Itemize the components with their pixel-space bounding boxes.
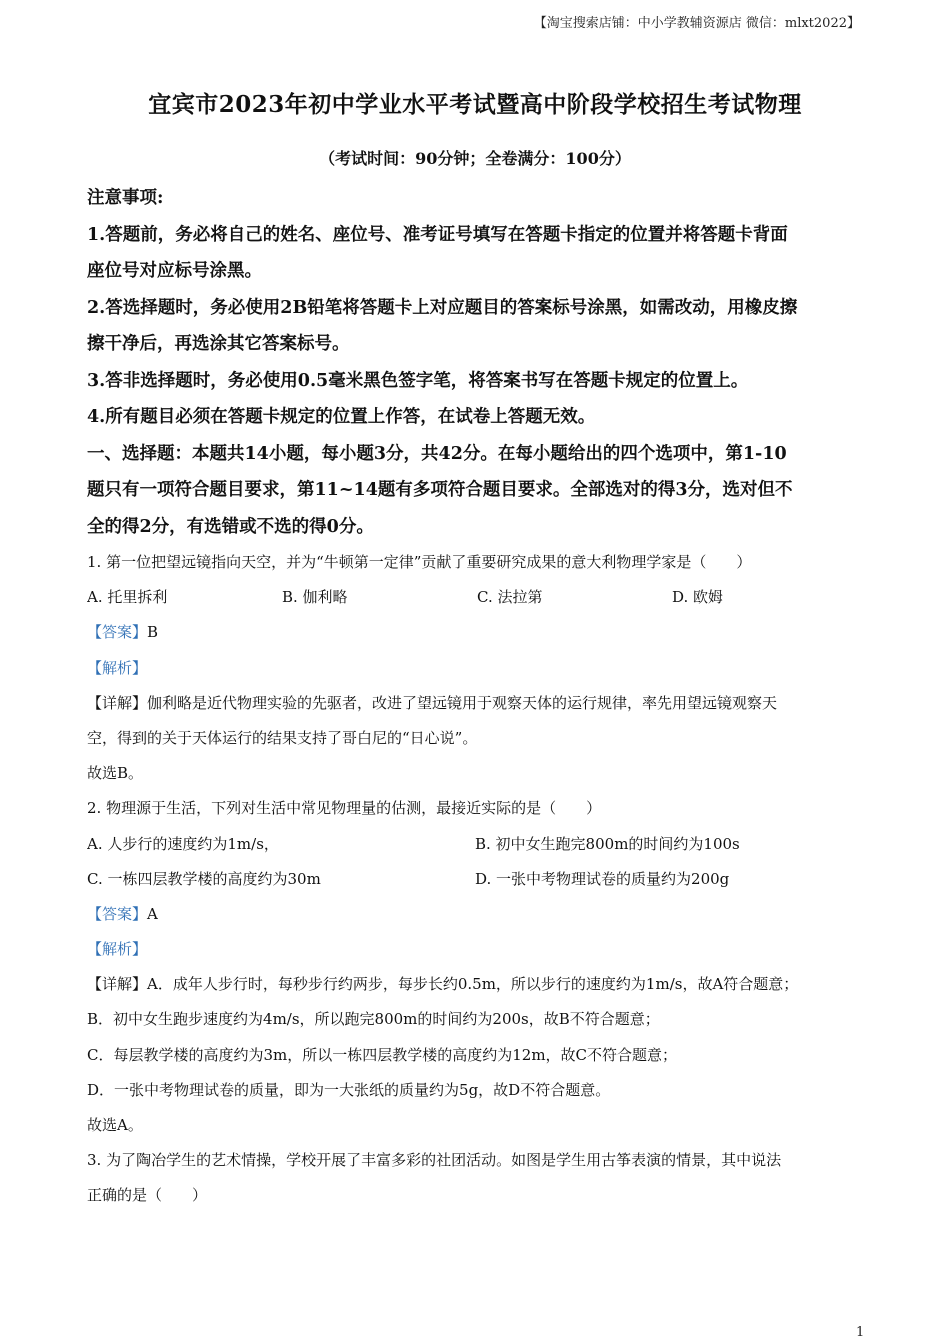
shop-header: 【淘宝搜索店铺：中小学教辅资源店 微信：mlxt2022】 <box>533 16 860 31</box>
q2-detail-b: B．初中女生跑步速度约为4m/s，所以跑完800m的时间约为200s，故B不符合题意； <box>87 1010 660 1029</box>
answer-tag: 【答案】 <box>87 623 148 642</box>
note-4: 4.所有题目必须在答题卡规定的位置上作答，在试卷上答题无效。 <box>87 407 596 427</box>
note-1-line-2: 座位号对应标号涂黑。 <box>87 261 262 281</box>
q2-option-b: B. 初中女生跑完800m的时间约为100s <box>475 834 740 853</box>
q3-stem-line-2: 正确的是（ ） <box>87 1186 208 1205</box>
q1-detail-line-1 <box>87 686 877 721</box>
page-number: 1 <box>856 1325 865 1340</box>
q2-conclusion: 故选A。 <box>87 1116 143 1134</box>
section-1-line-3: 全的得2分，有选错或不选的得0分。 <box>87 516 374 537</box>
q2-option-c: C. 一栋四层教学楼的高度约为30m <box>87 869 321 888</box>
q3-stem-line-1: 3. 为了陶冶学生的艺术情操，学校开展了丰富多彩的社团活动。如图是学生用古筝表演的情景，其中说法 <box>87 1151 782 1170</box>
section-1-line-1: 一、选择题：本题共14小题，每小题3分，共42分。在每小题给出的四个选项中，第1-10 <box>87 443 787 464</box>
q1-analysis-tag: 【解析】 <box>87 658 148 677</box>
q1-conclusion: 故选B。 <box>87 764 144 783</box>
q2-detail-a <box>87 967 877 1002</box>
notes-heading: 注意事项: <box>87 188 164 208</box>
q2-option-a: A. 人步行的速度约为1m/s， <box>87 834 279 853</box>
document-body <box>87 180 877 1214</box>
section-1-line-2: 题只有一项符合题目要求，第11~14题有多项符合题目要求。全部选对的得3分，选对但不 <box>87 480 793 500</box>
q1-option-c: C. 法拉第 <box>477 588 543 607</box>
q2-options-row-1 <box>87 827 877 862</box>
note-2-line-1: 2.答选择题时，务必使用2B铅笔将答题卡上对应题目的答案标号涂黑，如需改动，用橡皮擦 <box>87 297 798 318</box>
detail-tag: 【详解】 <box>87 693 148 712</box>
answer-value: B <box>147 623 159 642</box>
detail-tag: 【详解】 <box>87 975 148 994</box>
q2-analysis-tag: 【解析】 <box>87 940 148 959</box>
q2-answer <box>87 897 877 932</box>
q2-option-d: D. 一张中考物理试卷的质量约为200g <box>475 869 730 888</box>
answer-tag: 【答案】 <box>87 904 148 923</box>
exam-info: （考试时间：90分钟；全卷满分：100分） <box>319 149 631 168</box>
q1-option-a: A. 托里拆利 <box>87 588 168 607</box>
q1-option-b: B. 伽利略 <box>282 588 348 607</box>
q1-options <box>87 580 877 615</box>
q1-option-d: D. 欧姆 <box>672 588 724 607</box>
note-1-line-1: 1.答题前，务必将自己的姓名、座位号、准考证号填写在答题卡指定的位置并将答题卡背面 <box>87 224 788 245</box>
q2-options-row-2 <box>87 862 877 897</box>
note-3: 3.答非选择题时，务必使用0.5毫米黑色签字笔，将答案书写在答题卡规定的位置上。 <box>87 370 749 391</box>
answer-value: A <box>147 904 158 923</box>
q2-detail-c: C．每层教学楼的高度约为3m，所以一栋四层教学楼的高度约为12m，故C不符合题意； <box>87 1045 678 1064</box>
note-2-line-2: 擦干净后，再选涂其它答案标号。 <box>87 334 350 354</box>
q2-detail-d: D．一张中考物理试卷的质量，即为一大张纸的质量约为5g，故D不符合题意。 <box>87 1080 611 1099</box>
detail-text: A．成年人步行时，每秒步行约两步，每步长约0.5m，所以步行的速度约为1m/s，故A符合题意； <box>147 975 799 994</box>
q1-stem: 1. 第一位把望远镜指向天空，并为“牛顿第一定律”贡献了重要研究成果的意大利物理学家是（ ） <box>87 553 752 571</box>
q2-stem: 2. 物理源于生活，下列对生活中常见物理量的估测，最接近实际的是（ ） <box>87 799 602 818</box>
q1-answer <box>87 615 877 650</box>
q1-detail-line-2: 空，得到的关于天体运行的结果支持了哥白尼的“日心说”。 <box>87 728 478 747</box>
detail-text: 伽利略是近代物理实验的先驱者，改进了望远镜用于观察天体的运行规律，率先用望远镜观察天 <box>147 693 778 712</box>
page-title: 宜宾市2023年初中学业水平考试暨高中阶段学校招生考试物理 <box>148 91 802 118</box>
